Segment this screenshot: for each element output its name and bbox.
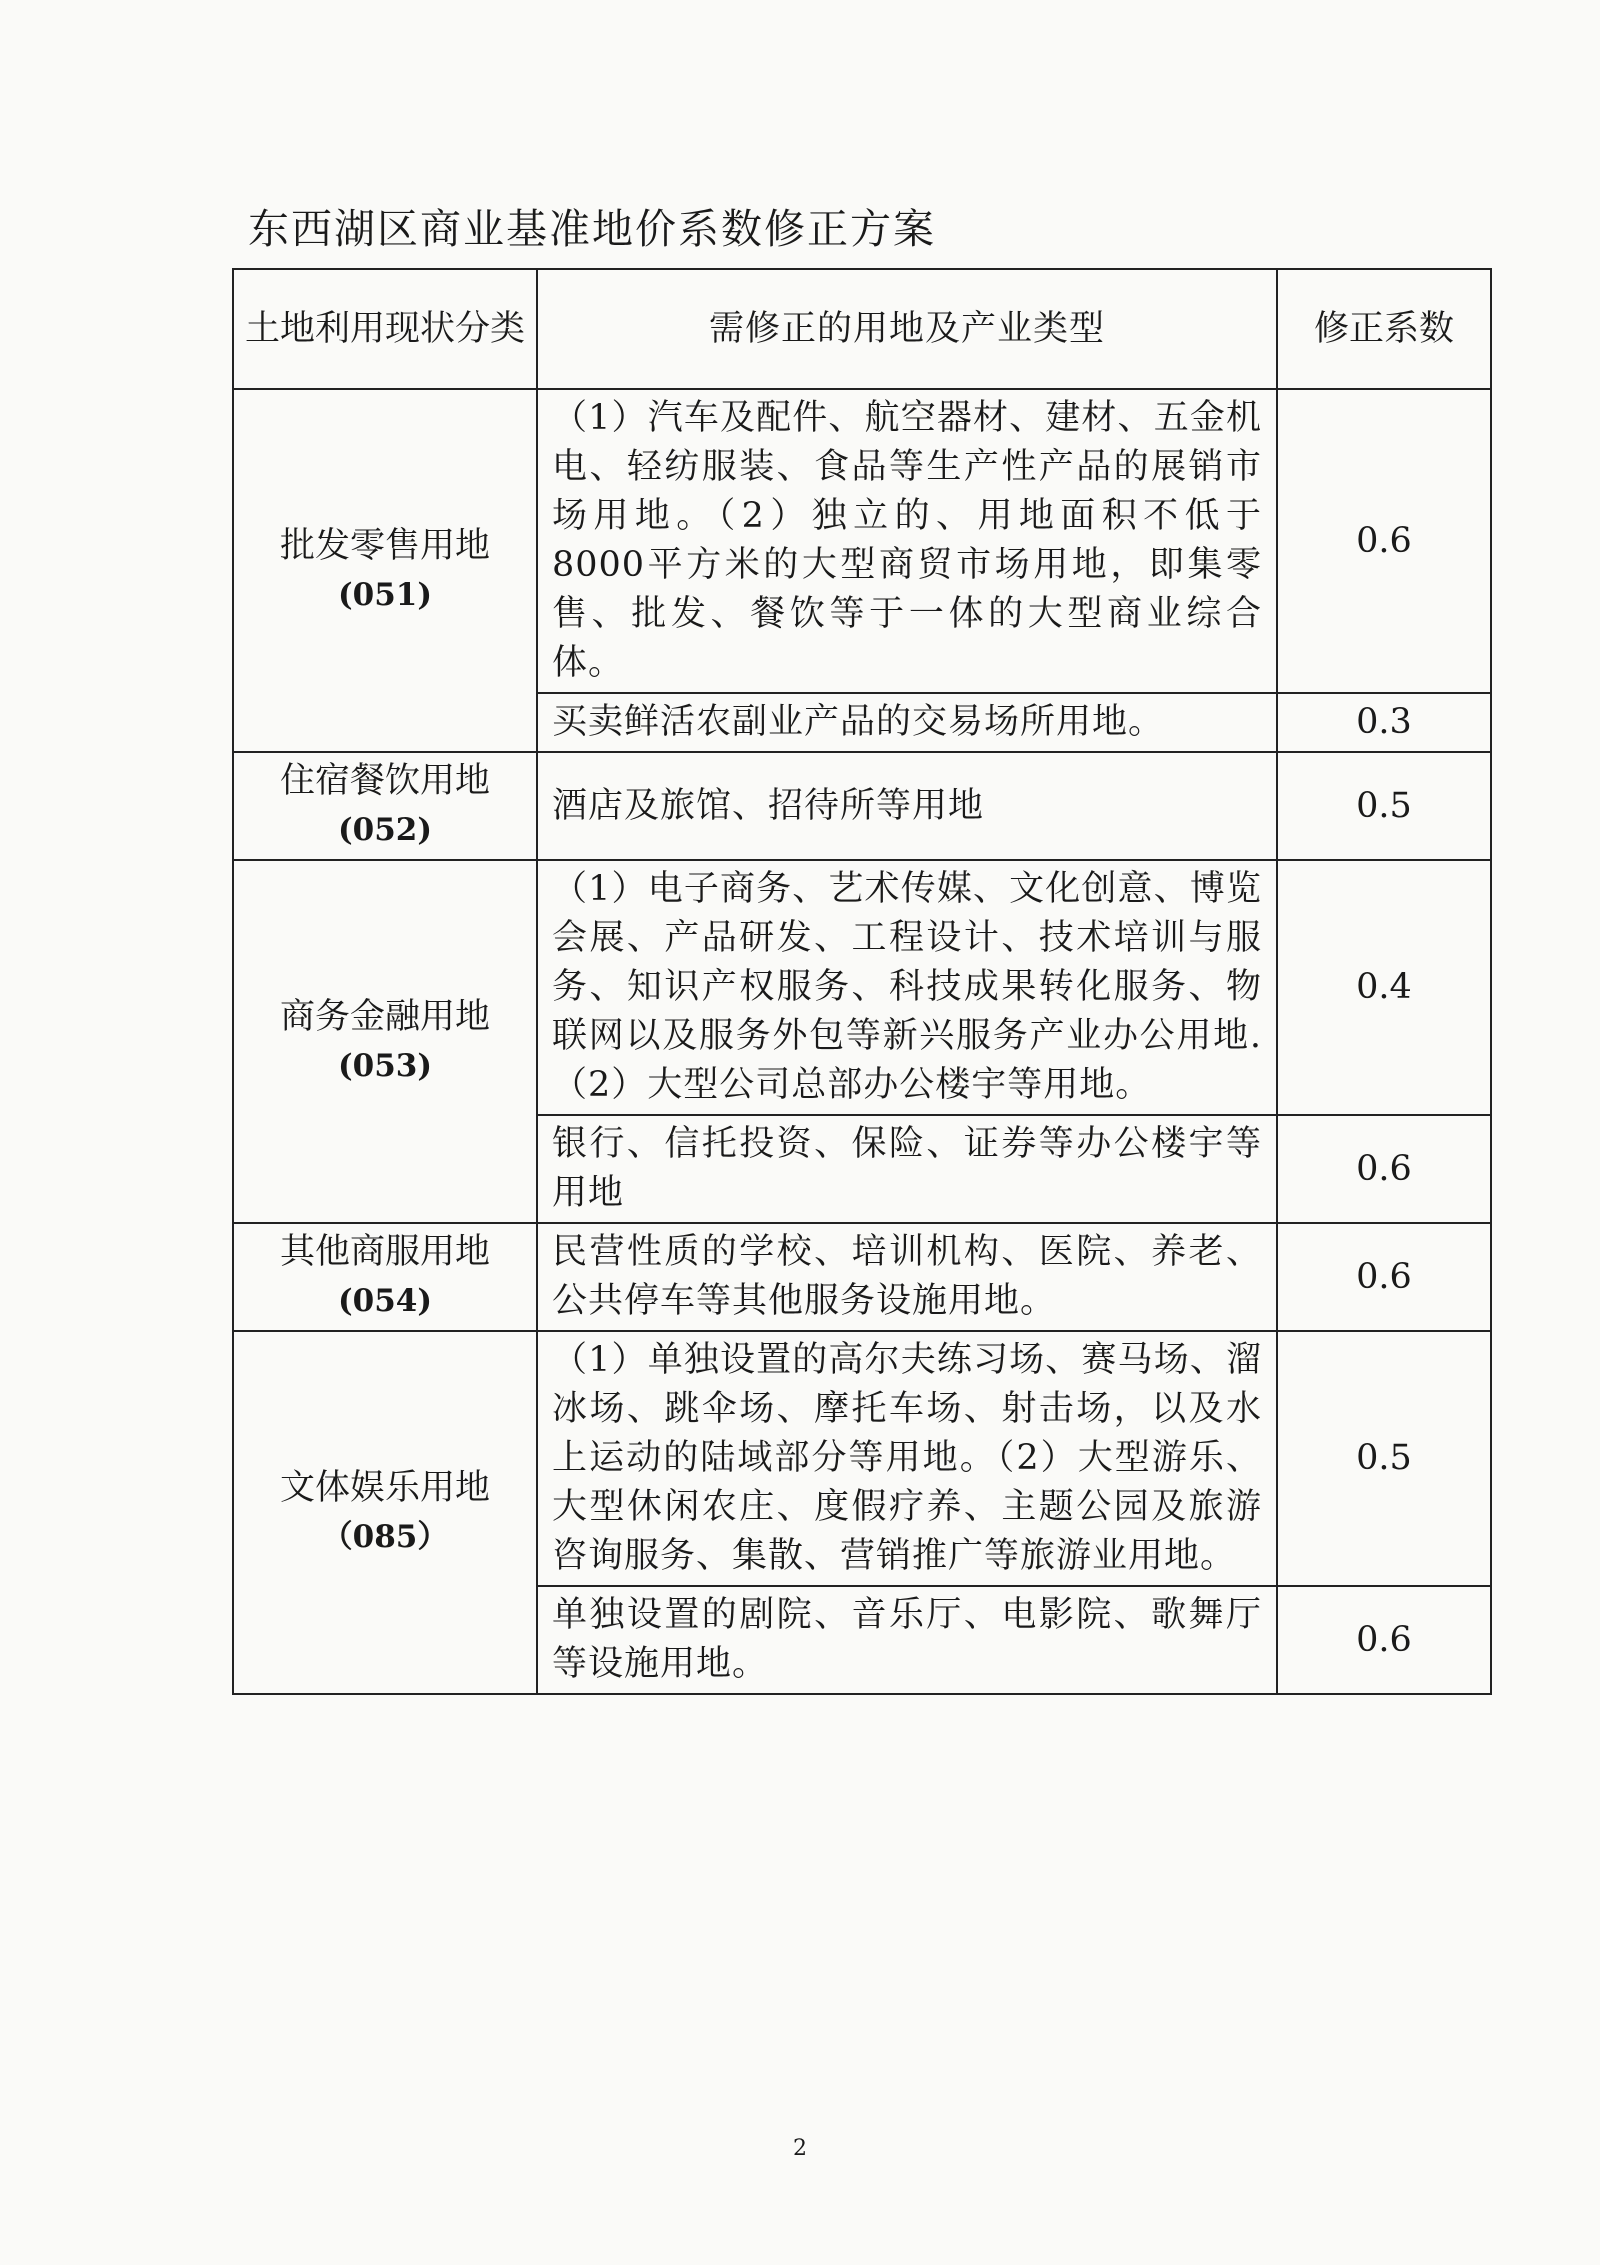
description-cell: 酒店及旅馆、招待所等用地 <box>537 752 1277 860</box>
document-title: 东西湖区商业基准地价系数修正方案 <box>248 205 936 253</box>
header-industry-type: 需修正的用地及产业类型 <box>537 269 1277 389</box>
category-cell <box>233 389 537 752</box>
category-name: 住宿餐饮用地 <box>279 761 490 801</box>
page-number: 2 <box>793 2136 807 2161</box>
category-name: 商务金融用地 <box>279 996 490 1037</box>
description-cell: （1）电子商务、艺术传媒、文化创意、博览会展、产品研发、工程设计、技术培训与服务、知识产权服务、科技成果转化服务、物联网以及服务外包等新兴服务产业办公用地.（2）大型公司总部办公楼宇等用地。 <box>537 860 1277 1115</box>
description-cell: 买卖鲜活农副业产品的交易场所用地。 <box>537 693 1277 752</box>
coefficient-cell: 0.6 <box>1277 1115 1491 1223</box>
description-cell: 民营性质的学校、培训机构、医院、养老、公共停车等其他服务设施用地。 <box>537 1223 1277 1331</box>
coefficient-cell: 0.6 <box>1277 389 1491 693</box>
category-code: (053) <box>337 1047 433 1084</box>
description-cell: 单独设置的剧院、音乐厅、电影院、歌舞厅等设施用地。 <box>537 1586 1277 1694</box>
category-name: 文体娱乐用地 <box>279 1467 490 1508</box>
category-code: (054) <box>337 1283 433 1319</box>
coefficient-cell: 0.5 <box>1277 752 1491 860</box>
table-row <box>233 752 1491 860</box>
coefficient-cell: 0.6 <box>1277 1223 1491 1331</box>
table-row <box>233 1331 1491 1586</box>
category-code: （085） <box>321 1518 449 1555</box>
category-cell <box>233 1223 537 1331</box>
category-cell <box>233 860 537 1223</box>
header-coefficient: 修正系数 <box>1277 269 1491 389</box>
table-row <box>233 389 1491 693</box>
table-row <box>233 860 1491 1115</box>
description-cell: （1）单独设置的高尔夫练习场、赛马场、溜冰场、跳伞场、摩托车场、射击场，以及水上运动的陆域部分等用地。（2）大型游乐、大型休闲农庄、度假疗养、主题公园及旅游咨询服务、集散、营销推广等旅游业用地。 <box>537 1331 1277 1586</box>
category-name: 其他商服用地 <box>279 1232 490 1272</box>
category-cell <box>233 1331 537 1694</box>
table-row <box>233 1223 1491 1331</box>
description-cell: 银行、信托投资、保险、证券等办公楼宇等用地 <box>537 1115 1277 1223</box>
description-cell: （1）汽车及配件、航空器材、建材、五金机电、轻纺服装、食品等生产性产品的展销市场用地。（2）独立的、用地面积不低于8000平方米的大型商贸市场用地，即集零售、批发、餐饮等于一体的大型商业综合体。 <box>537 389 1277 693</box>
category-name: 批发零售用地 <box>279 525 490 566</box>
coefficient-cell: 0.4 <box>1277 860 1491 1115</box>
coefficient-table <box>232 268 1492 1695</box>
coefficient-cell: 0.5 <box>1277 1331 1491 1586</box>
header-land-use-category: 土地利用现状分类 <box>233 269 537 389</box>
category-code: (052) <box>337 812 433 848</box>
coefficient-cell: 0.6 <box>1277 1586 1491 1694</box>
table-header-row <box>233 269 1491 389</box>
category-cell <box>233 752 537 860</box>
category-code: (051) <box>337 576 433 613</box>
coefficient-cell: 0.3 <box>1277 693 1491 752</box>
